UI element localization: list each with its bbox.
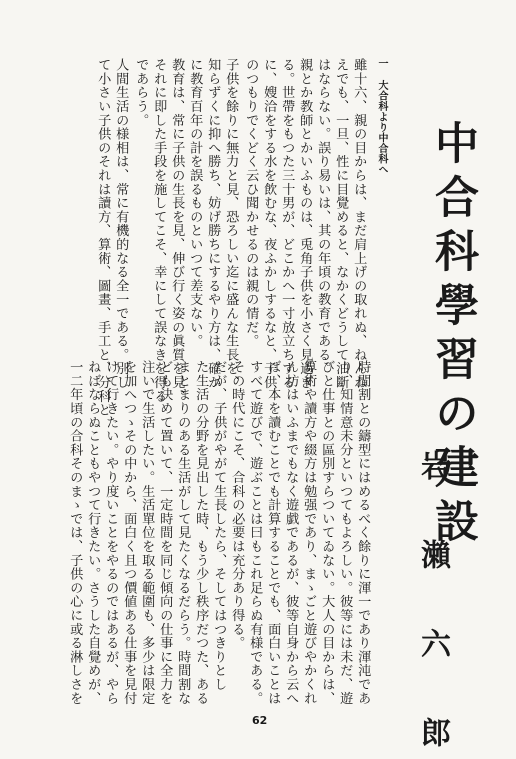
body-text-line: のつもりでくどく云ひ聞かせるのは親の情だ。 [243, 58, 259, 348]
article-title: 中合科學習の建設 [427, 120, 478, 552]
body-text-line: ねばならぬこともやつて行きたい。さうした自覺めが、 [85, 360, 101, 705]
body-text-line: ば、本を讀むことでも計算することでも、面白いことは [265, 360, 281, 705]
body-text-line: に教育百年の計を誤るものといつて差支ない。 [187, 58, 203, 348]
body-text-line: ん坊はいふまでもなく遊戯であるが、彼等自身から云へ [283, 360, 299, 705]
body-text-line: 知らずくに抑へ勝ち、妨げ勝ちにするやり方は、確か [205, 58, 221, 390]
body-text-line: びと仕事との區別すらついてゐない。大人の目からは、 [319, 360, 335, 705]
author-name: 岩 瀨 六 郎 [415, 450, 450, 759]
body-text-line: を加へつゝその中から、面白く且つ價値ある仕事を見付 [121, 360, 137, 705]
body-text-line: た生活の分野を見出した時、もう少し秩序だつた、ある [193, 360, 209, 705]
body-text-line: 注いで生活したい。生活單位を取る範圍も、多少は限定 [139, 360, 155, 705]
body-text-line: はならない。誤り易いは、其の年頃の教育である。 [315, 58, 331, 376]
body-text-line: る。世帶をもつた三十男が、どこかへ一寸放立ちする [279, 58, 295, 390]
body-text-line: それに即した手段を施してこそ、幸にして誤なきを得る [151, 58, 167, 403]
page-number: 62 [252, 714, 268, 727]
body-text-line: けて行きたい。やり度いことをやるのではあるが、やら [103, 360, 119, 705]
body-text-line: えでも、一旦、性に目覺めると、なかくどうして油斷 [333, 58, 349, 390]
body-text-line: 一二年頃の合科そのまゝでは、子供の心に或る淋しさを [67, 360, 83, 705]
body-text-line: まとまりのある生活がして見たくなるだらう。時間割な [175, 360, 191, 705]
body-text-line: 雖十六、親の目からは、まだ肩上げの取れぬ、ねんね [351, 58, 367, 390]
body-text-line: 時間割との鑄型にはめるべく餘りに渾一であり渾沌であ [355, 360, 371, 705]
body-text-line: だが、子供がやがて生長したら、そしてはつきりとし [211, 360, 227, 692]
body-text-line: ども決めて置いて、一定時間を同じ傾向の仕事に全力を [157, 360, 173, 705]
body-text-line: 算術や讀方や綴方は勉强であり、まゝごと遊びやかくれ [301, 360, 317, 705]
body-text-line: 教育は、常に子供の生長を見、伸び行く姿の眞質を見、 [169, 58, 185, 403]
body-text-line: その時代にこそ、合科の必要は充分あり得る。 [229, 360, 245, 650]
body-text-line: に、嫂洽をする水を飲むな、夜ふかしするなと、子供 [261, 58, 277, 390]
body-text-line: 人間生活の様相は、常に有機的なる全一である。別し [113, 58, 129, 390]
body-text-line: すべて遊びで、遊ぶことは曰もこれ足らぬ有様である。 [247, 360, 263, 705]
body-text-line: て小さい子供のそれは讀方、算術、圖畫、手工と、分科と [95, 58, 111, 417]
body-text-line: であらう。 [133, 58, 149, 127]
body-text-line: り、知情意未分といつてもよろしい。彼等には未だ、遊 [337, 360, 353, 705]
body-text-line: 親とか教師とかいふものは、兎角子供を小さく見過ぎ [297, 58, 313, 390]
body-text-line: 子供を餘りに無力と見、恐ろしい迄に盛んな生長を、 [223, 58, 239, 390]
section-heading: 一 大合科より中合科へ [376, 58, 387, 175]
